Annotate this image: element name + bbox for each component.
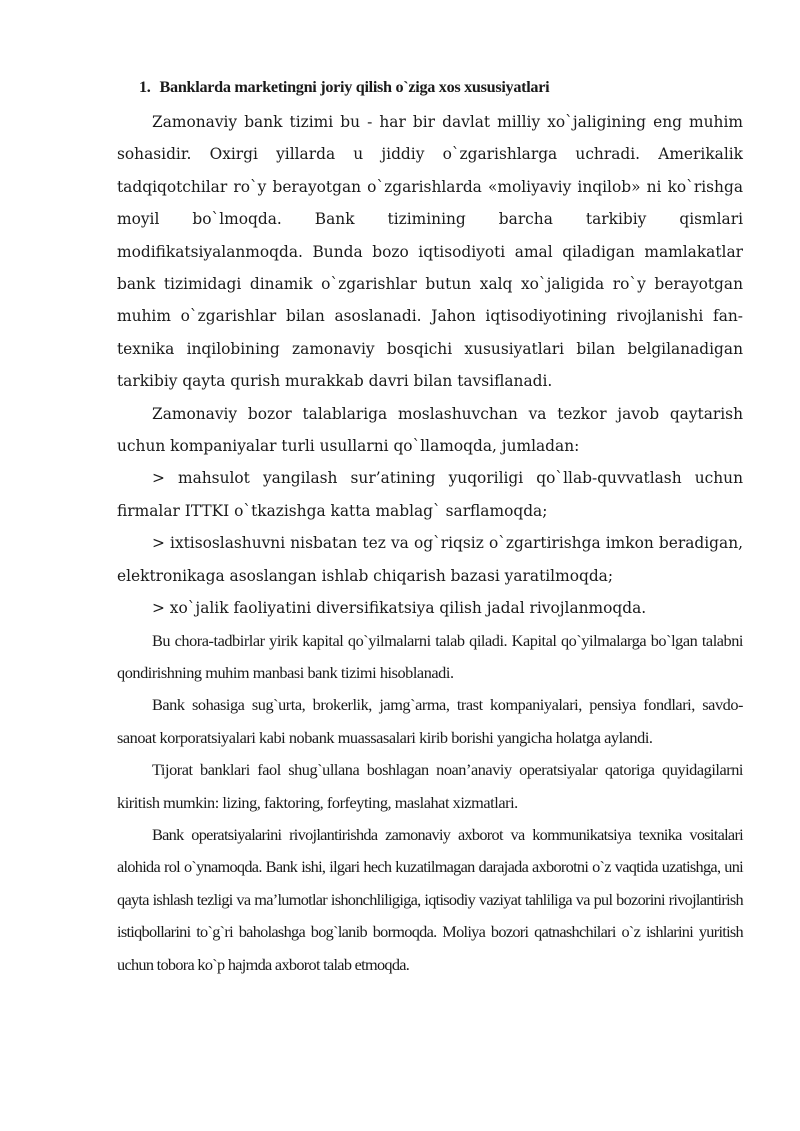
list-item-diversification: > xo`jalik faoliyatini diversifikatsiya qilish jadal rivojlanmoqda. bbox=[152, 599, 647, 618]
page-content bbox=[117, 72, 743, 981]
paragraph-market-demands: Zamonaviy bozor talablariga moslashuvchan va tezkor javob qaytarish uchun kompaniyalar turli usullarni qo`llamoqda, jumladan: bbox=[117, 404, 743, 456]
paragraph-bank-system: Zamonaviy bank tizimi bu - har bir davlat milliy xo`jaligining eng muhim sohasidir. Oxirgi yillarda u jiddiy o`zgarishlarga uchradi. Amerikalik tadqiqotchilar ro`y berayotgan o`zgarishlarda «moliyaviy inqilob» ni ko`rishga moyil bo`lmoqda. Bank tizimining barcha tarkibiy qismlari modifikatsiyalanmoqda. Bunda bozo iqtisodiyoti amal qiladigan mamlakatlar bank tizimidagi dinamik o`zgarishlar butun xalq xo`jaligida ro`y berayotgan muhim o`zgarishlar bilan asoslanadi. Jahon iqtisodiyotining rivojlanishi fan-texnika inqilobining zamonaviy bosqichi xususiyatlari bilan belgilanadigan tarkibiy qayta qurish murakkab davri bilan tavsiflanadi. bbox=[117, 113, 743, 391]
paragraph-nontraditional-operations: Tijorat banklari faol shug`ullana boshlagan noan’anaviy operatsiyalar qatoriga quyidagilarni kiritish mumkin: lizing, faktoring, forfeyting, maslahat xizmatlari. bbox=[117, 760, 743, 812]
section-heading bbox=[139, 72, 743, 102]
list-item-specialization: > ixtisoslashuvni nisbatan tez va og`riqsiz o`zgartirishga imkon beradigan, elektronikaga asoslangan ishlab chiqarish bazasi yaratilmoqda; bbox=[117, 534, 743, 585]
section-number: 1. bbox=[139, 78, 151, 96]
paragraph-capital-investment: Bu chora-tadbirlar yirik kapital qo`yilmalarni talab qiladi. Kapital qo`yilmalarga bo`lgan talabni qondirishning muhim manbasi bank tizimi hisoblanadi. bbox=[117, 630, 743, 682]
paragraph-nonbank-institutions: Bank sohasiga sug`urta, brokerlik, jamg`arma, trast kompaniyalari, pensiya fondlari, savdo-sanoat korporatsiyalari kabi nobank muassasalari kirib borishi yangicha holatga aylandi. bbox=[117, 695, 743, 747]
paragraph-information-technology: Bank operatsiyalarini rivojlantirishda zamonaviy axborot va kommunikatsiya texnika vositalari alohida rol o`ynamoqda. Bank ishi, ilgari hech kuzatilmagan darajada axborotni o`z vaqtida uzatishga, uni qayta ishlash tezligi va ma’lumotlar ishonchliligiga, iqtisodiy vaziyat tahliliga va pul bozorini rivojlantirish istiqbollarini to`g`ri baholashga bog`lanib bormoqda. Moliya bozori qatnashchilari o`z ishlarini yuritish uchun tobora ko`p hajmda axborot talab etmoqda. bbox=[117, 824, 743, 974]
list-item-product-renewal: > mahsulot yangilash sur’atining yuqoriligi qo`llab-quvvatlash uchun firmalar ITTKI o`tkazishga katta mablag` sarflamoqda; bbox=[117, 469, 743, 520]
section-title: Banklarda marketingni joriy qilish o`ziga xos xususiyatlari bbox=[159, 78, 550, 96]
